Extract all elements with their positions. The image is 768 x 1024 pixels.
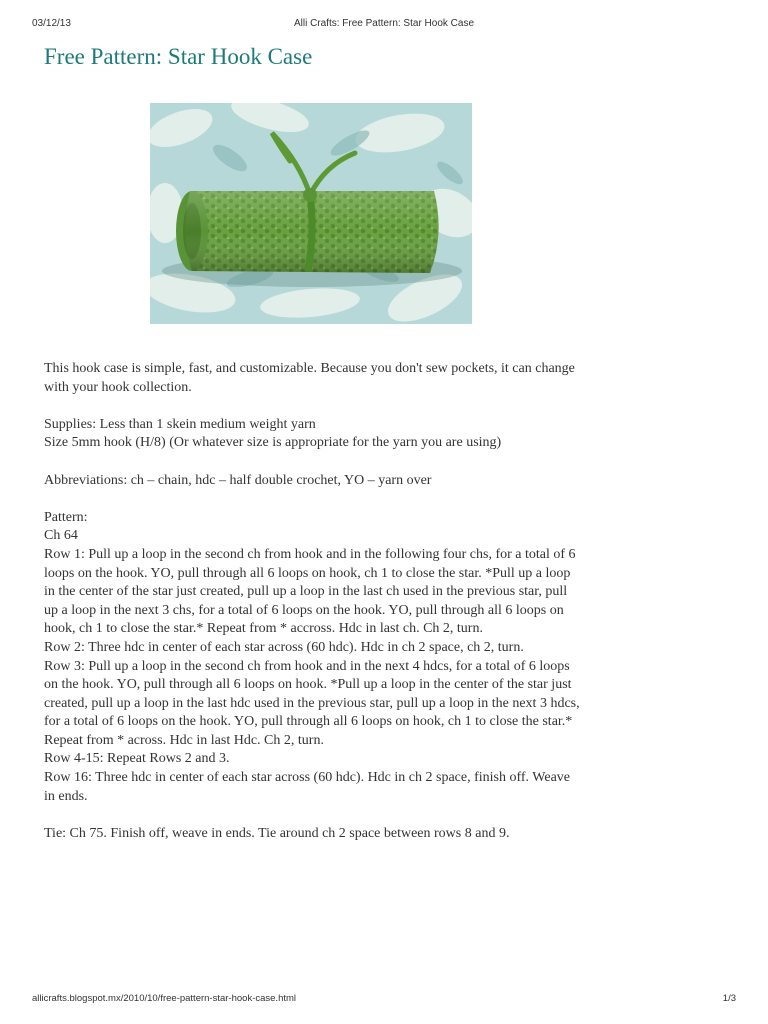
pattern-section: [44, 509, 584, 807]
pattern-line: Row 1: Pull up a loop in the second ch from hook and in the following four chs, for a total of 6 loops on the hook. YO, pull through all 6 loops on hook, ch 1 to close the star. *Pull up a loop in the center of the star just created, pull up a loop in the last ch used in the previous star, pull up a loop in the next 3 chs, for a total of 6 loops on the hook. YO, pull through all 6 loops on hook, ch 1 to close the star.* Repeat from * accross. Hdc in last ch. Ch 2, turn.: [44, 546, 576, 637]
source-url: allicrafts.blogspot.mx/2010/10/free-pattern-star-hook-case.html: [32, 993, 297, 1004]
intro-paragraph: This hook case is simple, fast, and customizable. Because you don't sew pockets, it can change with your hook collection.: [44, 361, 575, 395]
pattern-line: Row 16: Three hdc in center of each star across (60 hdc). Hdc in ch 2 space, finish off. Weave in ends.: [44, 770, 571, 804]
pattern-line: Row 4-15: Repeat Rows 2 and 3.: [44, 751, 230, 767]
print-footer: [32, 993, 736, 1007]
supplies-hook: Size 5mm hook (H/8) (Or whatever size is appropriate for the yarn you are using): [44, 435, 502, 451]
article-body: [44, 360, 584, 862]
tie-paragraph: Tie: Ch 75. Finish off, weave in ends. Tie around ch 2 space between rows 8 and 9.: [44, 825, 510, 841]
print-page-title: Alli Crafts: Free Pattern: Star Hook Case: [293, 18, 475, 29]
page-title: Free Pattern: Star Hook Case: [44, 44, 313, 69]
hook-case-photo: [150, 103, 472, 324]
print-date: 03/12/13: [32, 18, 71, 29]
supplies-yarn: Supplies: Less than 1 skein medium weight yarn: [44, 416, 316, 432]
print-header: [32, 18, 736, 32]
supplies-section: [44, 416, 584, 453]
pattern-line: Ch 64: [44, 528, 78, 544]
pattern-line: Row 3: Pull up a loop in the second ch from hook and in the next 4 hdcs, for a total of 6 loops on the hook. YO, pull through all 6 loops on hook. *Pull up a loop in the center of the star just created, pull up a loop in the last hdc used in the previous star, pull up a loop in the next 3 hdcs, for a total of 6 loops on the hook. YO, pull through all 6 loops on hook, ch 1 to close the star.* Repeat from * across. Hdc in last Hdc. Ch 2, turn.: [44, 658, 580, 748]
abbreviations-paragraph: Abbreviations: ch – chain, hdc – half double crochet, YO – yarn over: [44, 472, 432, 488]
pattern-heading: Pattern:: [44, 509, 88, 525]
pattern-line: Row 2: Three hdc in center of each star across (60 hdc). Hdc in ch 2 space, ch 2, turn.: [44, 639, 524, 655]
page-number: 1/3: [722, 993, 736, 1004]
